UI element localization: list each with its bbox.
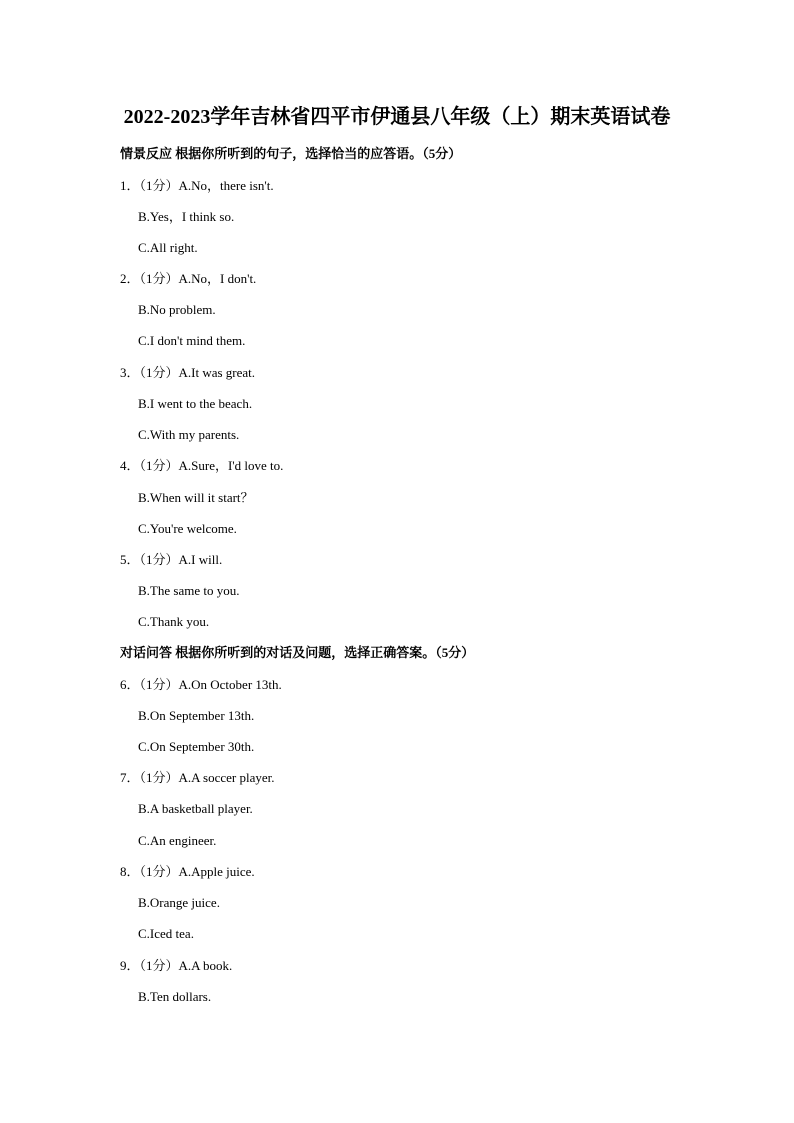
question-7-stem: 7．（1分）A.A soccer player. [120, 770, 275, 785]
question-2-stem: 2．（1分）A.No，I don't. [120, 271, 257, 286]
section-heading-situational-response: 情景反应 根据你所听到的句子，选择恰当的应答语。（5分） [120, 146, 462, 161]
question-8-stem: 8．（1分）A.Apple juice. [120, 864, 255, 879]
question-2-option-c: C.I don't mind them. [138, 333, 246, 348]
page-title: 2022-2023学年吉林省四平市伊通县八年级（上）期末英语试卷 [123, 106, 671, 128]
section-heading-dialogue-questions: 对话问答 根据你所听到的对话及问题，选择正确答案。（5分） [120, 645, 475, 660]
question-4-option-c: C.You're welcome. [138, 521, 237, 536]
question-3-option-c: C.With my parents. [138, 427, 240, 442]
question-2-option-b: B.No problem. [138, 302, 216, 317]
question-8-option-b: B.Orange juice. [138, 895, 220, 910]
question-3-stem: 3．（1分）A.It was great. [120, 365, 256, 380]
question-9-option-b: B.Ten dollars. [138, 989, 212, 1004]
question-8-option-c: C.Iced tea. [138, 926, 194, 941]
question-5-stem: 5．（1分）A.I will. [120, 552, 223, 567]
question-6-stem: 6．（1分）A.On October 13th. [120, 677, 282, 692]
question-4-stem: 4．（1分）A.Sure，I'd love to. [120, 458, 284, 473]
question-3-option-b: B.I went to the beach. [138, 396, 253, 411]
question-7-option-c: C.An engineer. [138, 833, 217, 848]
question-6-option-b: B.On September 13th. [138, 708, 255, 723]
question-7-option-b: B.A basketball player. [138, 801, 253, 816]
question-5-option-b: B.The same to you. [138, 583, 240, 598]
question-4-option-b: B.When will it start？ [138, 490, 254, 505]
question-5-option-c: C.Thank you. [138, 614, 210, 629]
question-1-option-b: B.Yes，I think so. [138, 209, 235, 224]
question-1-stem: 1．（1分）A.No，there isn't. [120, 178, 274, 193]
question-1-option-c: C.All right. [138, 240, 198, 255]
question-9-stem: 9．（1分）A.A book. [120, 958, 233, 973]
question-6-option-c: C.On September 30th. [138, 739, 255, 754]
